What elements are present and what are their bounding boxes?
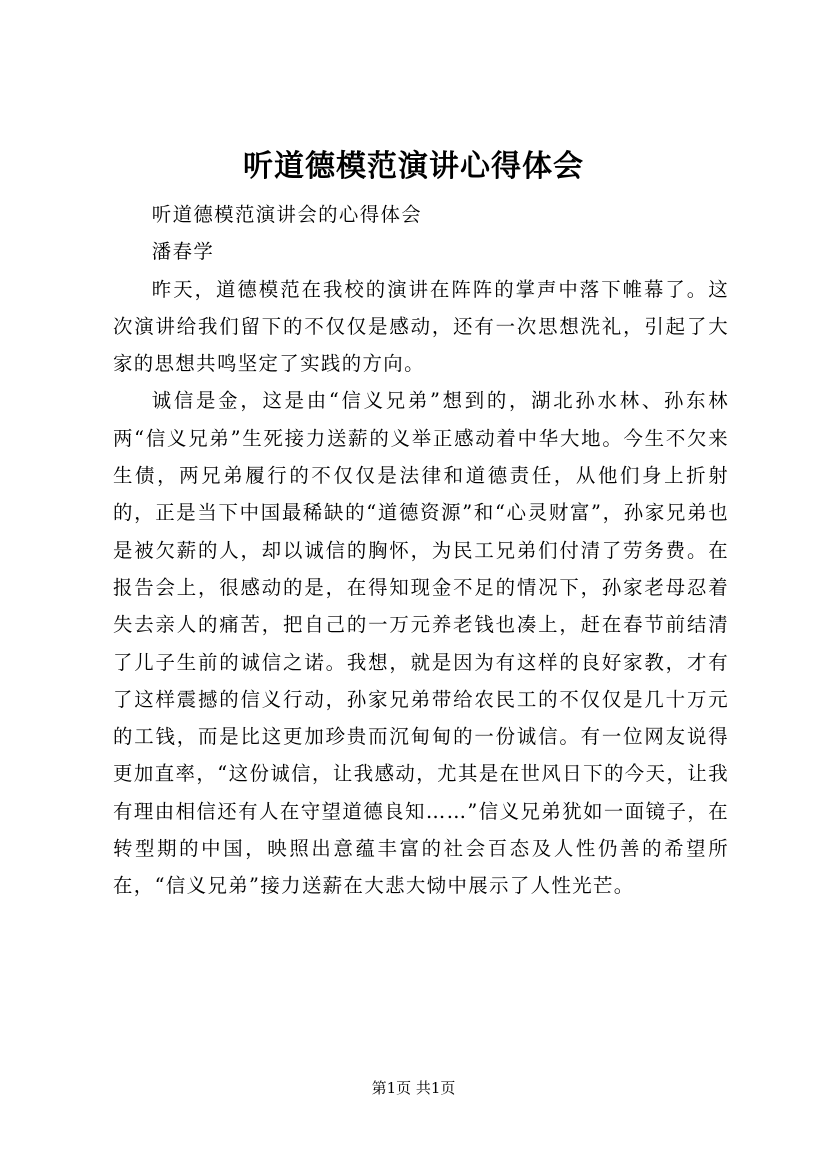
document-title: 听道德模范演讲心得体会	[243, 149, 584, 184]
page-footer: 第1页 共1页	[371, 1079, 456, 1097]
body-paragraph: 诚信是金，这是由“信义兄弟”想到的，湖北孙水林、孙东林两“信义兄弟”生死接力送薪的义举正感动着中华大地。今生不欠来生债，两兄弟履行的不仅仅是法律和道德责任，从他们身上折射的，正是当下中国最稀缺的“道德资源”和“心灵财富”，孙家兄弟也是被欠薪的人，却以诚信的胸怀，为民工兄弟们付清了劳务费。在报告会上，很感动的是，在得知现金不足的情况下，孙家老母忍着失去亲人的痛苦，把自己的一万元养老钱也凑上，赶在春节前结清了儿子生前的诚信之诺。我想，就是因为有这样的良好家教，才有了这样震撼的信义行动，孙家兄弟带给农民工的不仅仅是几十万元的工钱，而是比这更加珍贵而沉甸甸的一份诚信。有一位网友说得更加直率，“这份诚信，让我感动，尤其是在世风日下的今天，让我有理由相信还有人在守望道德良知……”信义兄弟犹如一面镜子，在转型期的中国，映照出意蕴丰富的社会百态及人性仍善的希望所在，“信义兄弟”接力送薪在大悲大恸中展示了人性光芒。	[113, 389, 729, 898]
subtitle-paragraph: 听道德模范演讲会的心得体会	[151, 203, 423, 226]
document-body	[113, 196, 729, 905]
body-paragraph: 昨天，道德模范在我校的演讲在阵阵的掌声中落下帷幕了。这次演讲给我们留下的不仅仅是感动，还有一次思想洗礼，引起了大家的思想共鸣坚定了实践的方向。	[113, 277, 729, 376]
author-paragraph: 潘春学	[151, 240, 215, 264]
